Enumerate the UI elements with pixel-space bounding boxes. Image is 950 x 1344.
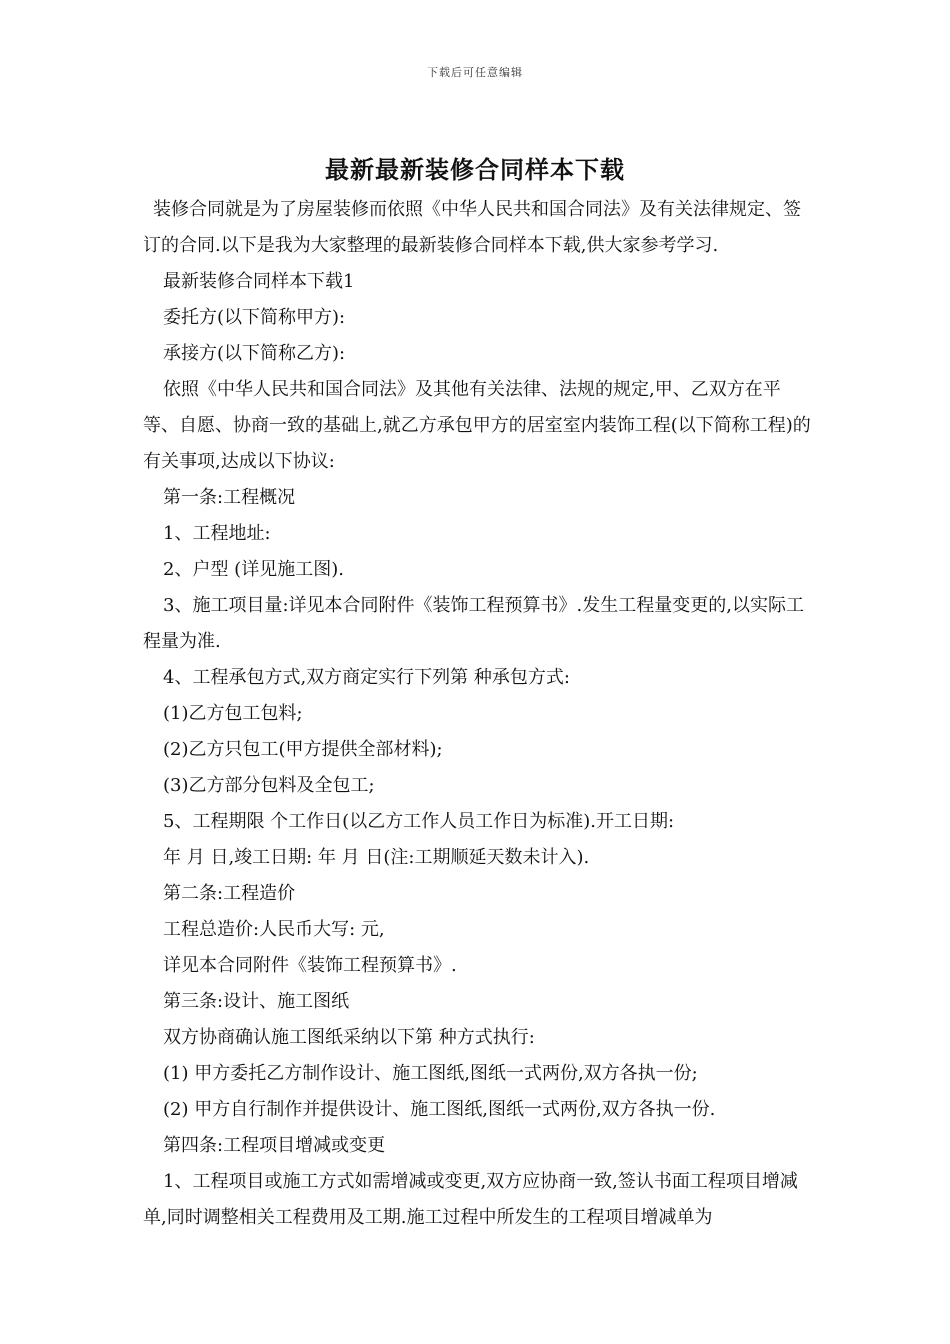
paragraph: 工程总造价:人民币大写: 元, [163, 919, 385, 940]
paragraph: 最新装修合同样本下载1 [163, 271, 355, 292]
paragraph: 1、工程项目或施工方式如需增减或变更,双方应协商一致,签认书面工程项目增减单,同时调整相关工程费用及工期.施工过程中所发生的工程项目增减单为 [143, 1171, 798, 1228]
paragraph: 年 月 日,竣工日期: 年 月 日(注:工期顺延天数未计入). [163, 847, 590, 868]
paragraph: 委托方(以下简称甲方): [163, 307, 346, 328]
paragraph: 第四条:工程项目增减或变更 [163, 1135, 386, 1156]
paragraph: (1) 甲方委托乙方制作设计、施工图纸,图纸一式两份,双方各执一份; [163, 1063, 698, 1084]
paragraph: 装修合同就是为了房屋装修而依照《中华人民共和国合同法》及有关法律规定、签订的合同.以下是我为大家整理的最新装修合同样本下载,供大家参考学习. [143, 199, 801, 256]
paragraph: 2、户型 (详见施工图). [163, 559, 344, 580]
paragraph: 第二条:工程造价 [163, 883, 296, 904]
paragraph: 4、工程承包方式,双方商定实行下列第 种承包方式: [163, 667, 570, 688]
paragraph: 依照《中华人民共和国合同法》及其他有关法律、法规的规定,甲、乙双方在平等、自愿、协商一致的基础上,就乙方承包甲方的居室室内装饰工程(以下简称工程)的有关事项,达成以下协议: [143, 379, 811, 472]
document-body [143, 192, 813, 1236]
paragraph: 3、施工项目量:详见本合同附件《装饰工程预算书》.发生工程量变更的,以实际工程量为准. [143, 595, 804, 652]
paragraph: 双方协商确认施工图纸采纳以下第 种方式执行: [163, 1027, 535, 1048]
paragraph: 第一条:工程概况 [163, 487, 296, 508]
document-title: 最新最新装修合同样本下载 [325, 156, 625, 184]
paragraph: 详见本合同附件《装饰工程预算书》. [163, 955, 457, 976]
paragraph: 1、工程地址: [163, 523, 271, 544]
paragraph: (2) 甲方自行制作并提供设计、施工图纸,图纸一式两份,双方各执一份. [163, 1099, 716, 1120]
paragraph: (1)乙方包工包料; [163, 703, 303, 724]
header-note: 下载后可任意编辑 [427, 66, 523, 79]
paragraph: 5、工程期限 个工作日(以乙方工作人员工作日为标准).开工日期: [163, 811, 675, 832]
paragraph: (2)乙方只包工(甲方提供全部材料); [163, 739, 443, 760]
paragraph: 第三条:设计、施工图纸 [163, 991, 350, 1012]
paragraph: (3)乙方部分包料及全包工; [163, 775, 375, 796]
paragraph: 承接方(以下简称乙方): [163, 343, 346, 364]
